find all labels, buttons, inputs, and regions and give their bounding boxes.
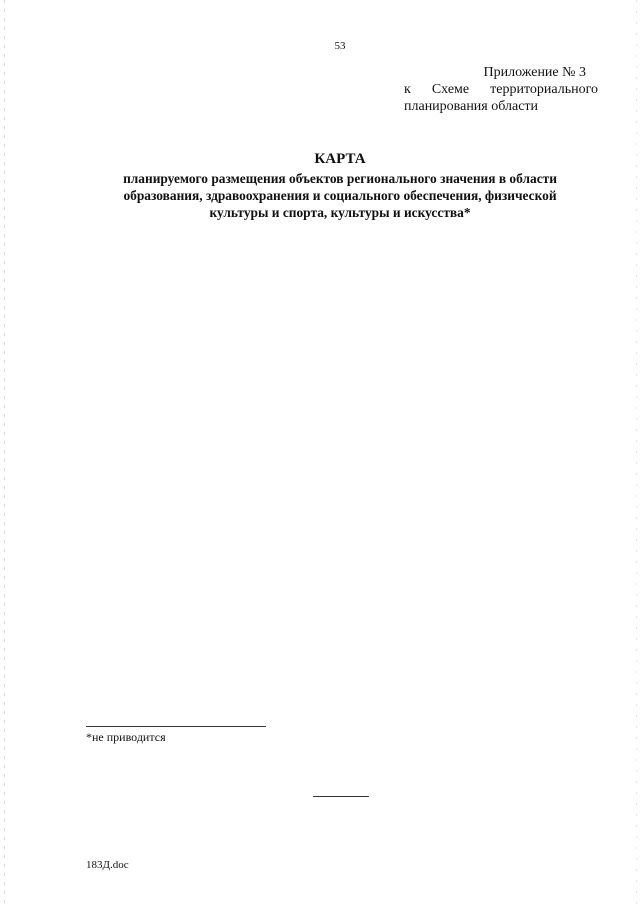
page-number: 53 bbox=[334, 40, 346, 52]
appendix-word-k: к bbox=[404, 82, 411, 97]
end-divider bbox=[313, 796, 369, 797]
scan-edge-right bbox=[636, 0, 637, 905]
document-subtitle-line-1: планируемого размещения объектов регионального значения в области bbox=[123, 171, 557, 186]
appendix-reference-line bbox=[404, 81, 598, 98]
appendix-title: Приложение № 3 bbox=[483, 65, 586, 80]
footnote-text: *не приводится bbox=[86, 730, 166, 744]
appendix-word-scheme: Схеме bbox=[431, 82, 470, 97]
document-title: КАРТА bbox=[314, 151, 366, 167]
document-reference: 183Д.doc bbox=[86, 859, 129, 871]
footnote-divider bbox=[86, 726, 266, 727]
appendix-block bbox=[404, 64, 598, 115]
document-subtitle-line-3: культуры и спорта, культуры и искусства* bbox=[209, 205, 471, 220]
appendix-word-territorial: территориального bbox=[490, 82, 598, 97]
scan-edge-left bbox=[4, 0, 5, 905]
document-subtitle-line-2: образования, здравоохранения и социального обеспечения, физической bbox=[123, 188, 557, 203]
appendix-planning-line: планирования области bbox=[404, 99, 539, 114]
document-heading bbox=[60, 150, 620, 221]
